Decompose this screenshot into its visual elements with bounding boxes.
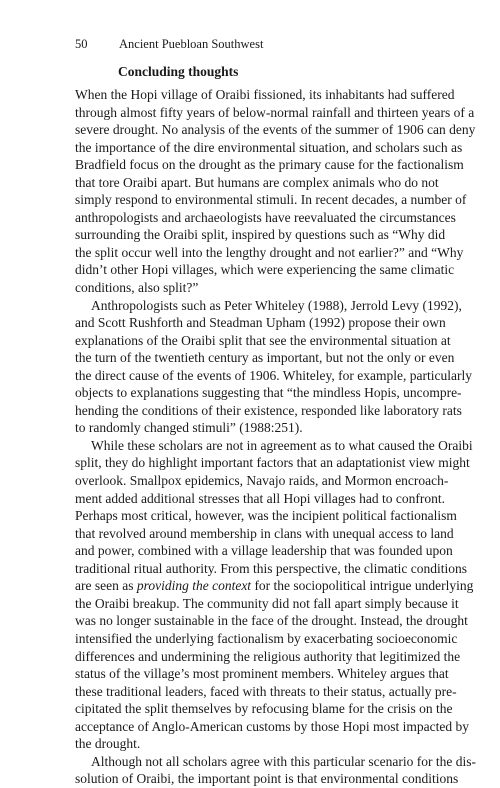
text-run: for the sociopolitical intrigue underlying	[251, 578, 474, 594]
text-line: split, they do highlight important factors that an adaptationist view might	[75, 455, 470, 471]
text-line: the direct cause of the events of 1906. Whiteley, for example, particularly	[75, 367, 472, 383]
text-line: didn’t other Hopi villages, which were experiencing the same climatic	[75, 262, 455, 278]
text-line: cipitated the split themselves by refocusing blame for the crisis on the	[75, 701, 453, 717]
page-number: 50	[75, 37, 88, 51]
text-line: solution of Oraibi, the important point is that environmental conditions	[75, 771, 459, 787]
body-text	[75, 86, 477, 788]
text-line: intensified the underlying factionalism by exacerbating socioeconomic	[75, 630, 458, 646]
running-head	[75, 36, 263, 52]
text-line: surrounding the Oraibi split, inspired by questions such as “Why did	[75, 227, 446, 243]
text-line: overlook. Smallpox epidemics, Navajo raids, and Mormon encroach-	[75, 473, 449, 489]
text-line: status of the village’s most prominent members. Whiteley argues that	[75, 666, 449, 682]
text-line: traditional ritual authority. From this perspective, the climatic conditions	[75, 560, 468, 576]
paragraph-1	[75, 86, 476, 297]
text-line: Although not all scholars agree with this particular scenario for the dis-	[91, 753, 477, 769]
text-line: the split occur well into the lengthy drought and not earlier?” and “Why	[75, 244, 464, 260]
text-line: When the Hopi village of Oraibi fissioned, its inhabitants had suffered	[75, 87, 455, 102]
paragraph-3	[75, 437, 474, 753]
text-line: differences and undermining the religious authority that legitimized the	[75, 648, 461, 664]
text-line: explanations of the Oraibi split that see the environmental situation at	[75, 332, 451, 348]
text-line: Bradfield focus on the drought as the primary cause for the factionalism	[75, 157, 464, 173]
text-line: Anthropologists such as Peter Whiteley (1988), Jerrold Levy (1992),	[91, 297, 462, 313]
text-line: acceptance of Anglo-American customs by those Hopi most impacted by	[75, 718, 470, 734]
text-line: the importance of the dire environmental situation, and scholars such as	[75, 139, 463, 155]
text-line: that revolved around membership in clans with unequal access to land	[75, 525, 454, 541]
emphasis-text: providing the context	[136, 578, 252, 594]
text-line: these traditional leaders, faced with threats to their status, actually pre-	[75, 683, 457, 699]
text-line: the drought.	[75, 736, 141, 752]
text-line: objects to explanations suggesting that “the mindless Hopis, uncompre-	[75, 385, 462, 401]
text-line: hending the conditions of their existence, responded like laboratory rats	[75, 402, 462, 418]
text-line: While these scholars are not in agreement as to what caused the Oraibi	[91, 437, 473, 453]
text-line: the turn of the twentieth century as important, but not the only or even	[75, 350, 455, 366]
text-line: conditions, also split?”	[75, 280, 199, 296]
text-line: and Scott Rushforth and Steadman Upham (1992) propose their own	[75, 315, 446, 331]
running-title: Ancient Puebloan Southwest	[119, 37, 264, 51]
text-line: to randomly changed stimuli” (1988:251).	[75, 420, 303, 436]
text-line: ment added additional stresses that all Hopi villages had to confront.	[75, 490, 446, 506]
paragraph-2	[75, 297, 472, 437]
text-run: are seen as	[75, 578, 137, 594]
text-line: that tore Oraibi apart. But humans are complex animals who do not	[75, 174, 439, 190]
paragraph-4	[75, 753, 477, 788]
text-line-with-emphasis	[75, 577, 474, 595]
section-heading: Concluding thoughts	[118, 64, 239, 79]
text-line: Perhaps most critical, however, was the incipient political factionalism	[75, 508, 457, 524]
text-line: through almost fifty years of below-normal rainfall and thirteen years of a	[75, 104, 475, 120]
text-line: was no longer sustainable in the face of the drought. Instead, the drought	[75, 613, 468, 629]
text-line: anthropologists and archaeologists have reevaluated the circumstances	[75, 209, 456, 225]
text-line: simply respond to environmental stimuli. In recent decades, a number of	[75, 192, 467, 208]
text-line: and power, combined with a village leadership that was founded upon	[75, 543, 453, 559]
text-line: severe drought. No analysis of the events of the summer of 1906 can deny	[75, 122, 476, 138]
text-line: the Oraibi breakup. The community did not fall apart simply because it	[75, 595, 459, 611]
